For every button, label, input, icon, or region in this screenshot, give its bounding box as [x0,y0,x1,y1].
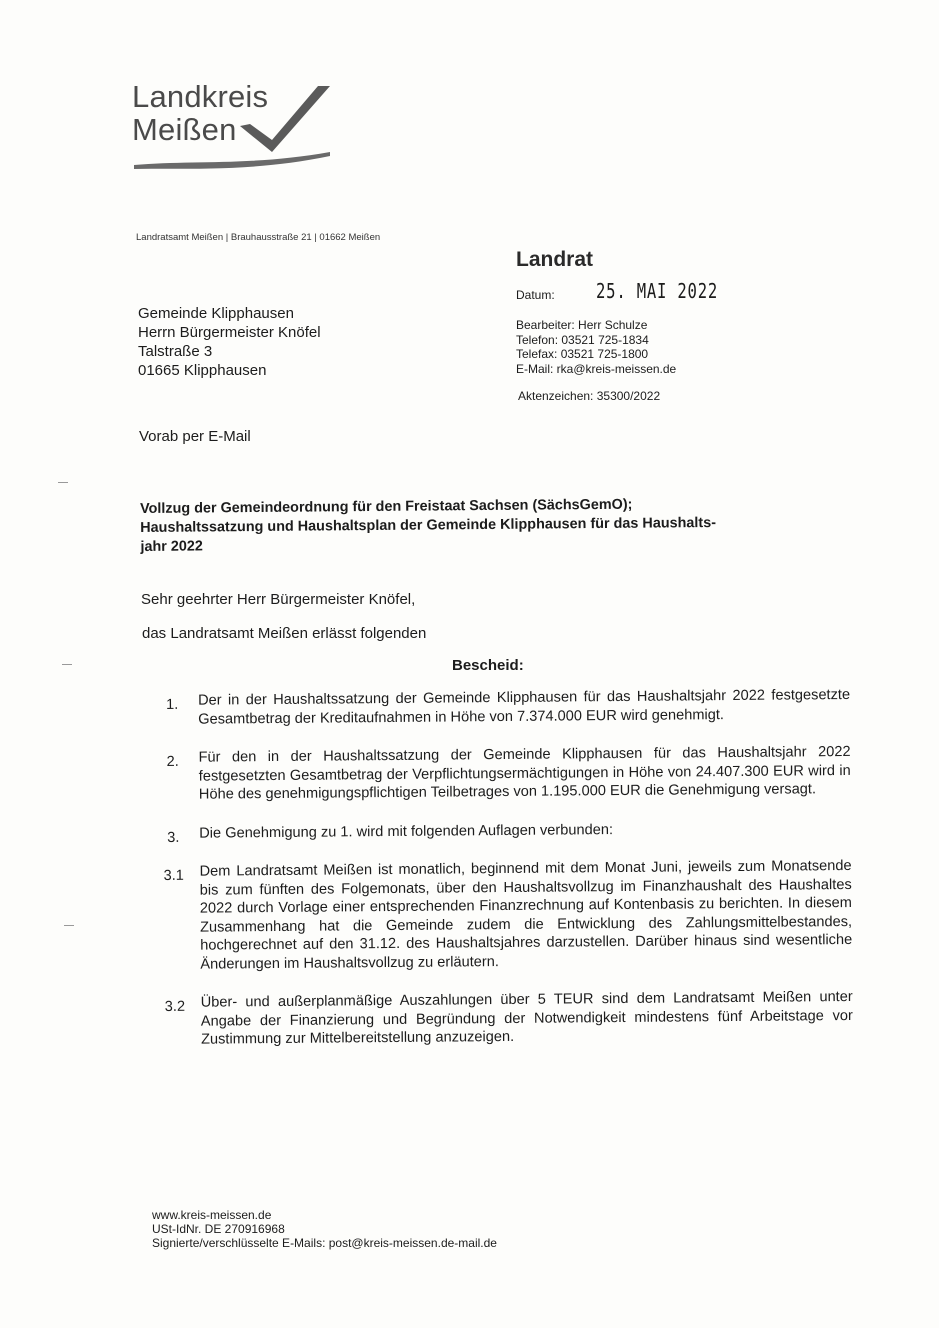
sender-address-line: Landratsamt Meißen | Brauhausstraße 21 | 01662 Meißen [136,232,381,243]
bescheid-item [160,743,850,805]
bescheid-item [163,988,853,1050]
bescheid-heading: Bescheid: [452,657,524,674]
date-stamp: 25. MAI 2022 [596,279,719,303]
item-number: 2. [166,753,179,770]
subject-line-2: Haushaltssatzung und Haushaltsplan der Gemeinde Klipphausen für das Haushalts- [140,514,717,536]
bescheid-item [161,818,851,846]
footer-email: Signierte/verschlüsselte E-Mails: post@kreis-meissen.de-mail.de [152,1236,497,1250]
bescheid-item [161,857,852,974]
item-text: Dem Landratsamt Meißen ist monatlich, beginnend mit dem Monat Juni, jeweils zum Monatsende bis zum fünften des Folgemonats, über den Haushaltsvollzug im Finanzhaushalt des Haushaltes 2022 durch Vorlage einer entsprechenden Finanzrechnung auf Kontenbasis zu berichten. In diesem Zusammenhang hat die Gemeinde zudem die Entwicklung des Zahlungsmittelbestandes, hochgerechnet auf den 31.12. des Haushaltsjahres darzustellen. Darüber hinaus sind wesentliche Änderungen im Haushaltsvollzug zu erläutern. [199,857,853,973]
fold-mark [64,925,74,926]
recipient-line: Gemeinde Klipphausen [138,305,294,322]
item-number: 3. [167,829,180,846]
item-text: Für den in der Haushaltssatzung der Gemeinde Klipphausen für das Haushaltsjahr 2022 festgesetzten Gesamtbetrag der Verpflichtungsermächtigungen in Höhe von 24.407.300 EUR wird in Höhe des genehmigungspflichtigen Teilbetrages von 1.195.000 EUR die Genehmigung versagt. [198,743,851,803]
item-number: 3.1 [163,867,184,884]
vorab-note: Vorab per E-Mail [139,428,251,445]
aktenzeichen: Aktenzeichen: 35300/2022 [518,389,661,403]
footer-website: www.kreis-meissen.de [152,1208,272,1222]
recipient-line: Herrn Bürgermeister Knöfel [138,324,321,341]
bescheid-item [160,686,850,729]
footer-ust-id: USt-IdNr. DE 270916968 [152,1222,285,1236]
punch-mark [62,664,72,665]
item-text: Der in der Haushaltssatzung der Gemeinde Klipphausen für das Haushaltsjahr 2022 festgesetzte Gesamtbetrag der Kreditaufnahmen in Höhe von 7.374.000 EUR wird genehmigt. [198,686,851,728]
contact-telefax: Telefax: 03521 725-1800 [516,347,649,361]
logo-line-1: Landkreis [132,79,269,114]
salutation: Sehr geehrter Herr Bürgermeister Knöfel, [141,591,416,608]
recipient-address [138,304,321,380]
contact-block [516,318,676,376]
item-number: 1. [166,696,179,713]
item-number: 3.2 [164,998,186,1015]
contact-email: E-Mail: rka@kreis-meissen.de [516,361,677,376]
item-text: Über- und außerplanmäßige Auszahlungen über 5 TEUR sind dem Landratsamt Meißen unter Angabe der Finanzierung und Begründung der Notwendigkeit mindestens fünf Arbeitstage vor Zustimmung zur Mittelbereitstellung anzuzeigen. [200,988,853,1048]
logo-checkmark-icon [132,80,342,180]
intro-text: das Landratsamt Meißen erlässt folgenden [142,625,427,642]
recipient-line: 01665 Klipphausen [138,362,267,379]
recipient-line: Talstraße 3 [138,343,213,360]
logo-line-2: Meißen [132,112,237,147]
item-text: Die Genehmigung zu 1. wird mit folgenden Auflagen verbunden: [199,821,614,842]
subject-line-1: Vollzug der Gemeindeordnung für den Freistaat Sachsen (SächsGemO); [140,496,633,517]
date-label: Datum: [516,288,555,302]
landrat-heading: Landrat [516,248,594,271]
contact-telefon: Telefon: 03521 725-1834 [516,332,649,347]
fold-mark [58,482,68,483]
contact-bearbeiter: Bearbeiter: Herr Schulze [516,318,648,332]
footer [152,1208,497,1250]
bescheid-items [160,686,853,1070]
subject-line-3: jahr 2022 [140,538,203,555]
subject-line [140,494,840,557]
landkreis-meissen-logo [132,80,342,180]
